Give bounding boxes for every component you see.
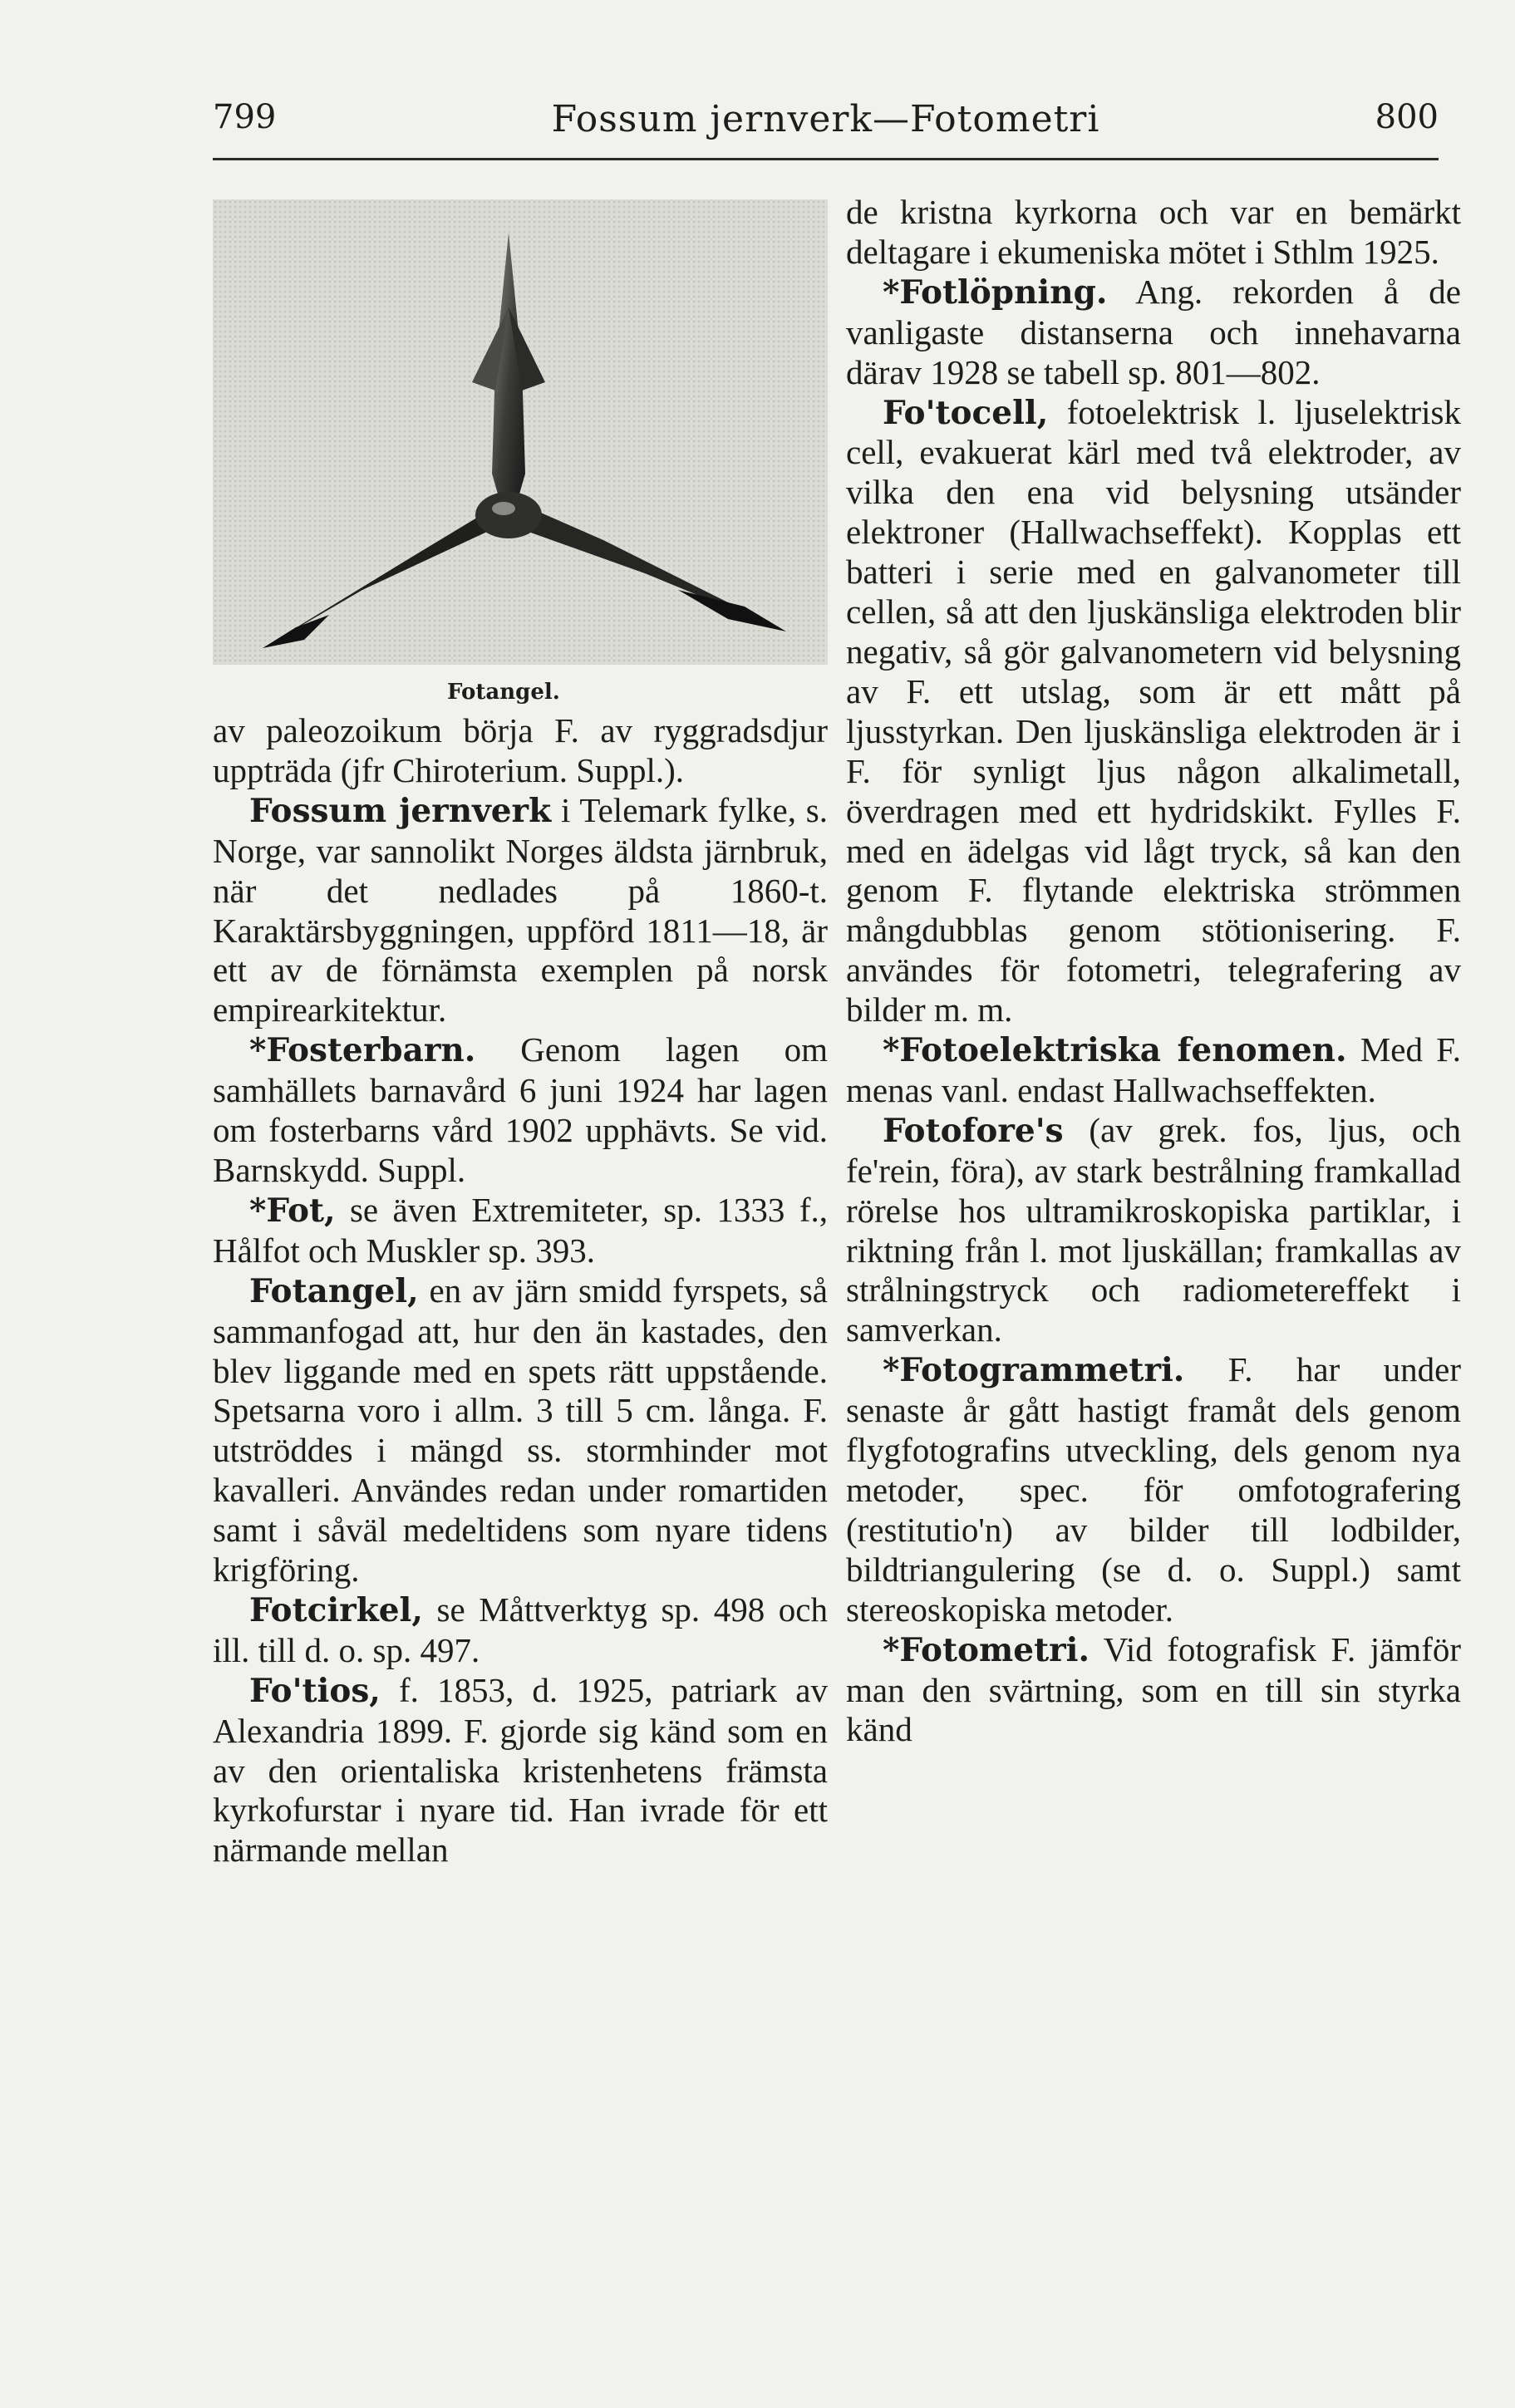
entry-fotcirkel (213, 1590, 828, 1671)
right-column (846, 193, 1461, 1750)
entry-text: av paleozoikum börja F. av ryggradsdjur uppträda (jfr Chiroterium. Suppl.). (213, 711, 828, 789)
entry-headword: Fotofore's (883, 1111, 1064, 1150)
entry-headword: Fotangel, (249, 1271, 419, 1310)
entry-text: fotoelektrisk l. ljuselektrisk cell, evakuerat kärl med två elektroder, av vilka den ena vid belysning utsänder elektroner (Hallwachseffekt). Kopplas ett batteri i serie med en galvanometer till cellen, så att den ljuskänsliga elektroden blir negativ, så gör galvanometern vid belysning av F. ett utslag, som är ett mått på ljusstyrkan. Den ljuskänsliga elektroden är i F. för synligt ljus någon alkalimetall, överdragen med ett hydridskikt. Fylles F. med en ädelgas vid lågt tryck, så kan den genom F. flytande elektriska strömmen mångdubblas genom stötionisering. F. användes för fotometri, telegrafering av bilder m. m. (846, 392, 1461, 1030)
page-header (213, 98, 1439, 148)
figure-caption: Fotangel. (447, 680, 560, 705)
entry-text: Genom lagen om samhällets barnavård 6 juni 1924 har lagen om fosterbarns vård 1902 upphävts. Se vid. Barnskydd. Suppl. (213, 1030, 828, 1189)
caltrop-icon (213, 199, 828, 665)
entry-fotofores (846, 1111, 1461, 1350)
entry-fotios (213, 1671, 828, 1871)
entry-fotlopning (846, 273, 1461, 393)
running-title: Fossum jernverk—Fotometri (551, 98, 1100, 140)
entry-text: se Måttverktyg sp. 498 och ill. till d. o. sp. 497. (213, 1590, 828, 1669)
entry-fotangel (213, 1271, 828, 1590)
entry-fot (213, 1191, 828, 1271)
entry-headword: Fo'tocell, (883, 393, 1049, 432)
entry-fosterbarn (213, 1030, 828, 1191)
entry-fossum (213, 791, 828, 1030)
entry-headword: *Fotometri. (883, 1630, 1090, 1669)
left-column (213, 199, 828, 1870)
entry-text: i Telemark fylke, s. Norge, var sannolikt Norges äldsta järnbruk, när det nedlades på 1860-t. Karaktärsbyggningen, uppförd 1811—18, är ett av de förnämsta exemplen på norsk empirearkitektur. (213, 790, 828, 1030)
entry-headword: Fossum jernverk (249, 791, 552, 830)
entry-headword: *Fot, (249, 1191, 336, 1230)
entry-fotogrammetri (846, 1350, 1461, 1629)
entry-text: (av grek. fos, ljus, och fe'rein, föra), av stark bestrålning framkallad rörelse hos ultramikroskopiska partiklar, i riktning från l. mot ljuskällan; framkallas av strålningstryck och radiometereffekt i samverkan. (846, 1110, 1461, 1349)
entry-text: Med F. menas vanl. endast Hallwachseffekten. (846, 1030, 1461, 1109)
entry-fotoelektriska (846, 1030, 1461, 1111)
entry-text: en av järn smidd fyrspets, så sammanfogad att, hur den än kastades, den blev liggande med en spets rätt uppstående. Spetsarna voro i allm. 3 till 5 cm. långa. F. utströddes i mängd ss. stormhinder mot kavalleri. Användes redan under romartiden samt i såväl medeltidens som nyare tidens krigföring. (213, 1270, 828, 1590)
entry-headword: *Fotogrammetri. (883, 1351, 1185, 1390)
entry-fotocell (846, 393, 1461, 1031)
header-rule (213, 158, 1439, 160)
entry-headword: *Fotlöpning. (883, 273, 1108, 312)
entry-text: f. 1853, d. 1925, patriark av Alexandria 1899. F. gjorde sig känd som en av den orientaliska kristenhetens främsta kyrkofurstar i nyare tid. Han ivrade för ett närmande mellan (213, 1670, 828, 1870)
entry-text: Vid fotografisk F. jämför man den svärtning, som en till sin styrka känd (846, 1629, 1461, 1749)
entry-continued (213, 711, 828, 791)
page-number-left: 799 (213, 98, 277, 136)
page-number-right: 800 (1375, 98, 1439, 136)
entry-text: Ang. rekorden å de vanligaste distanserna och innehavarna därav 1928 se tabell sp. 801—802. (846, 272, 1461, 391)
entry-headword: *Fosterbarn. (249, 1031, 476, 1070)
entry-fotometri (846, 1630, 1461, 1751)
entry-text: se även Extremiteter, sp. 1333 f., Hålfot och Muskler sp. 393. (213, 1190, 828, 1270)
entry-continued (846, 193, 1461, 273)
entry-headword: Fo'tios, (249, 1671, 381, 1710)
entry-text: F. har under senaste år gått hastigt framåt dels genom flygfotografins utveckling, dels genom nya metoder, spec. för omfotografering (restitutio'n) av bilder till lodbilder, bildtriangulering (se d. o. Suppl.) samt stereoskopiska metoder. (846, 1350, 1461, 1629)
entry-headword: *Fotoelektriska fenomen. (883, 1031, 1347, 1070)
figure (213, 199, 828, 711)
entry-text: de kristna kyrkorna och var en bemärkt deltagare i ekumeniska mötet i Sthlm 1925. (846, 193, 1461, 271)
entry-headword: Fotcirkel, (249, 1590, 423, 1629)
